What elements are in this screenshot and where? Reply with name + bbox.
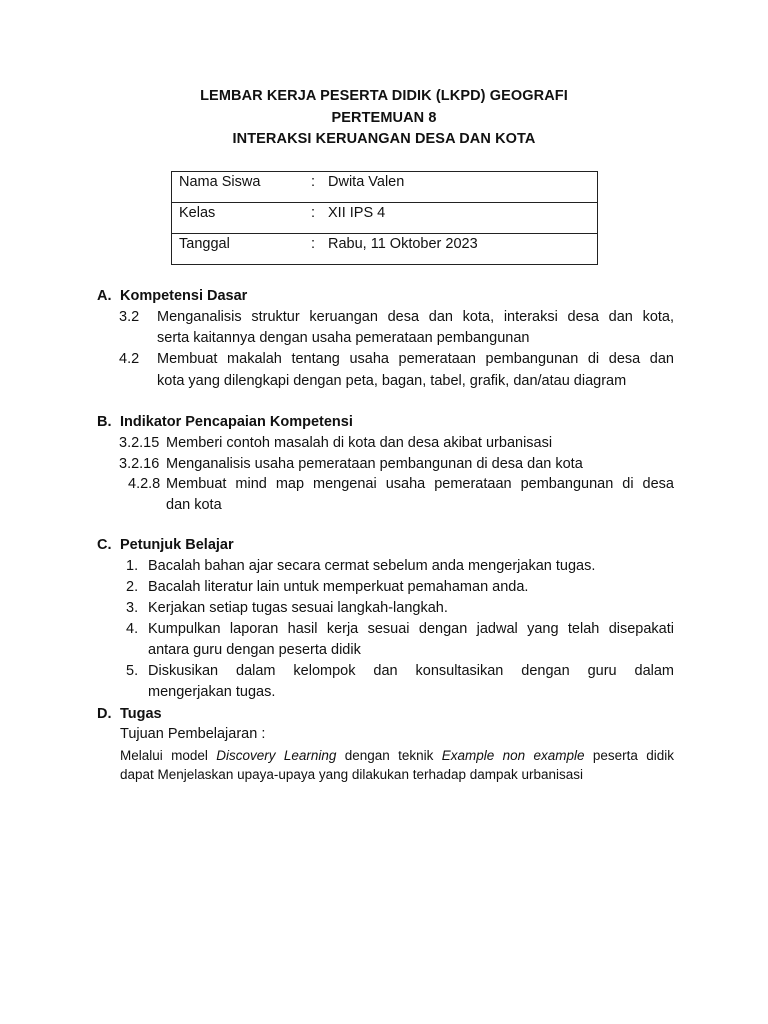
list-number: 3.2.16 bbox=[119, 456, 160, 472]
list-item-text: antara guru dengan peserta didik bbox=[148, 642, 361, 658]
section-title: Petunjuk Belajar bbox=[120, 537, 234, 553]
list-item-text: Bacalah literatur lain untuk memperkuat pemahaman anda. bbox=[148, 579, 529, 595]
topic-title: INTERAKSI KERUANGAN DESA DAN KOTA bbox=[232, 131, 536, 147]
section-letter: C. bbox=[97, 537, 112, 553]
info-row-date bbox=[172, 234, 598, 265]
list-number: 5. bbox=[126, 663, 139, 679]
section-letter: B. bbox=[97, 414, 112, 430]
paragraph-text: dengan teknik bbox=[336, 748, 442, 763]
list-item-text: Kerjakan setiap tugas sesuai langkah-langkah. bbox=[148, 600, 448, 616]
list-item-text: Menganalisis usaha pemerataan pembangunan di desa dan kota bbox=[166, 456, 583, 472]
info-separator: : bbox=[311, 205, 316, 221]
paragraph-text: Melalui model bbox=[120, 748, 217, 763]
list-item-text: Menganalisis struktur keruangan desa dan kota, interaksi desa dan kota, bbox=[157, 309, 674, 325]
info-separator: : bbox=[311, 236, 316, 252]
list-item-text: Membuat makalah tentang usaha pemerataan pembangunan di desa dan bbox=[157, 351, 674, 367]
objective-paragraph-line bbox=[120, 748, 674, 763]
paragraph-italic: Example non example bbox=[441, 748, 585, 763]
list-item-text: Bacalah bahan ajar secara cermat sebelum anda mengerjakan tugas. bbox=[148, 558, 596, 574]
list-number: 4. bbox=[126, 621, 139, 637]
section-title: Indikator Pencapaian Kompetensi bbox=[120, 414, 353, 430]
info-separator: : bbox=[311, 174, 316, 190]
paragraph-text: peserta didik bbox=[584, 748, 674, 763]
list-number: 4.2.8 bbox=[128, 476, 161, 492]
list-item-text: Diskusikan dalam kelompok dan konsultasikan dengan guru dalam bbox=[148, 663, 674, 679]
section-letter: D. bbox=[97, 706, 112, 722]
info-label: Nama Siswa bbox=[179, 174, 261, 190]
list-item-text: dan kota bbox=[166, 497, 222, 513]
section-letter: A. bbox=[97, 288, 112, 304]
info-label: Kelas bbox=[179, 205, 216, 221]
list-item-text: Memberi contoh masalah di kota dan desa akibat urbanisasi bbox=[166, 435, 553, 451]
list-item-text: kota yang dilengkapi dengan peta, bagan, tabel, grafik, dan/atau diagram bbox=[157, 373, 627, 389]
subsection-title: Tujuan Pembelajaran : bbox=[120, 726, 266, 742]
list-number: 2. bbox=[126, 579, 139, 595]
list-number: 3.2.15 bbox=[119, 435, 160, 451]
section-title: Tugas bbox=[120, 706, 162, 722]
list-item-text: Kumpulkan laporan hasil kerja sesuai dengan jadwal yang telah disepakati bbox=[148, 621, 674, 637]
list-number: 3. bbox=[126, 600, 139, 616]
list-item-text: mengerjakan tugas. bbox=[148, 684, 276, 700]
list-item-text: serta kaitannya dengan usaha pemerataan pembangunan bbox=[157, 330, 530, 346]
info-row-name bbox=[172, 172, 598, 203]
list-number: 1. bbox=[126, 558, 139, 574]
info-value: Rabu, 11 Oktober 2023 bbox=[328, 236, 478, 252]
list-item-text: Membuat mind map mengenai usaha pemerataan pembangunan di desa bbox=[166, 476, 674, 492]
info-value: XII IPS 4 bbox=[328, 205, 386, 221]
info-value: Dwita Valen bbox=[328, 174, 405, 190]
objective-paragraph-line: dapat Menjelaskan upaya-upaya yang dilakukan terhadap dampak urbanisasi bbox=[120, 767, 584, 782]
info-row-class bbox=[172, 203, 598, 234]
document-title: LEMBAR KERJA PESERTA DIDIK (LKPD) GEOGRAFI bbox=[200, 88, 568, 104]
list-number: 3.2 bbox=[119, 309, 140, 325]
list-number: 4.2 bbox=[119, 351, 140, 367]
section-title: Kompetensi Dasar bbox=[120, 288, 248, 304]
paragraph-italic: Discovery Learning bbox=[216, 748, 337, 763]
student-info-table bbox=[171, 171, 598, 265]
meeting-number: PERTEMUAN 8 bbox=[331, 110, 437, 126]
info-label: Tanggal bbox=[179, 236, 230, 252]
